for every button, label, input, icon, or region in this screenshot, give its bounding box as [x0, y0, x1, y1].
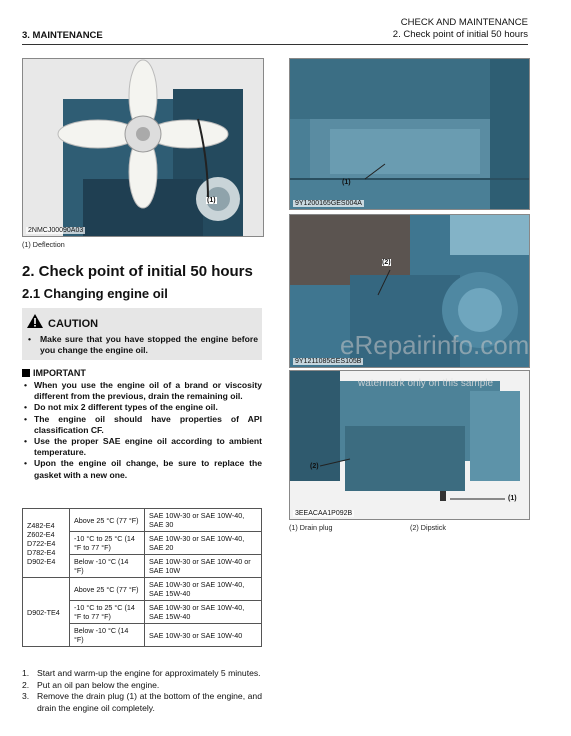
drain-plug-caption: (1) Drain plug: [289, 523, 333, 532]
step-text: Start and warm-up the engine for approximately 5 minutes.: [37, 668, 261, 678]
list-item: • Use the proper SAE engine oil according to ambient temperature.: [24, 436, 262, 458]
model-cell: Z482-E4 Z602-E4 D722-E4 D782-E4 D902-E4: [23, 509, 70, 578]
important-item-text: Do not mix 2 different types of the engine oil.: [34, 402, 218, 413]
fan-callout: (1): [207, 197, 216, 204]
temp-cell: Above 25 °C (77 °F): [70, 509, 145, 532]
fan-photo: [22, 58, 264, 237]
header-rule: [22, 44, 528, 45]
step-number: 2.: [22, 679, 30, 690]
step-text: Put an oil pan below the engine.: [37, 679, 160, 690]
page-header-right: [393, 17, 528, 41]
list-item: • Do not mix 2 different types of the engine oil.: [24, 402, 218, 413]
header-title: CHECK AND MAINTENANCE: [400, 17, 528, 28]
important-item-text: When you use the engine oil of a brand or viscosity different from the previous, drain the remaining oil.: [34, 380, 262, 402]
step-number: 3.: [22, 691, 30, 701]
temp-cell: Below -10 °C (14 °F): [70, 624, 145, 647]
table-row: [23, 509, 262, 532]
oil-viscosity-table: [22, 508, 262, 647]
important-item-text: The engine oil should have properties of API classification CF.: [34, 413, 262, 435]
header-subtitle: 2. Check point of initial 50 hours: [392, 29, 528, 40]
oil-cell: SAE 10W-30 or SAE 10W-40, SAE 15W-40: [145, 601, 262, 624]
temp-cell: -10 °C to 25 °C (14 °F to 77 °F): [70, 601, 145, 624]
engine-callout-2: (2): [310, 463, 319, 470]
important-title: IMPORTANT: [33, 368, 86, 378]
important-item-text: Upon the engine oil change, be sure to replace the gasket with a new one.: [34, 458, 262, 480]
table-row: [23, 578, 262, 601]
temp-cell: Below -10 °C (14 °F): [70, 555, 145, 578]
pan-callout: (1): [342, 179, 351, 186]
engine-photo-code: 3EEACAA1P092B: [295, 510, 353, 517]
oil-cell: SAE 10W-30 or SAE 10W-40 or SAE 10W: [145, 555, 262, 578]
list-item: • The engine oil should have properties of API classification CF.: [24, 413, 262, 435]
engine-photo: [289, 370, 530, 520]
caution-text: Make sure that you have stopped the engine before you change the engine oil.: [40, 334, 258, 355]
engine-callout-1: (1): [508, 495, 517, 502]
oil-cell: SAE 10W-30 or SAE 10W-40, SAE 20: [145, 532, 262, 555]
oil-pan-illustration: [290, 59, 529, 209]
list-item: [22, 668, 262, 680]
dipstick-photo-code: 9Y1211085GES105B: [295, 358, 362, 365]
pan-photo-code: 9Y1200165GES004A: [295, 200, 362, 207]
caution-box: [22, 308, 262, 360]
fan-photo-code: 2NMCJ00090A03: [28, 227, 84, 234]
oil-cell: SAE 10W-30 or SAE 10W-40, SAE 30: [145, 509, 262, 532]
oil-pan-photo: [289, 58, 530, 210]
step-number: 1.: [22, 668, 30, 678]
important-list: [22, 380, 262, 481]
square-icon: [22, 369, 30, 377]
procedure-steps: [22, 668, 262, 714]
fan-caption: (1) Deflection: [22, 240, 65, 249]
list-item: [22, 679, 262, 692]
engine-illustration: [290, 371, 529, 519]
oil-cell: SAE 10W-30 or SAE 10W-40: [145, 624, 262, 647]
dipstick-caption: (2) Dipstick: [410, 523, 446, 532]
temp-cell: Above 25 °C (77 °F): [70, 578, 145, 601]
list-item: • Upon the engine oil change, be sure to replace the gasket with a new one.: [24, 458, 262, 480]
caution-title: CAUTION: [48, 318, 99, 330]
important-heading: [22, 368, 86, 378]
warning-icon: [26, 313, 44, 329]
temp-cell: -10 °C to 25 °C (14 °F to 77 °F): [70, 532, 145, 555]
step-text: Remove the drain plug (1) at the bottom of the engine, and drain the engine oil completely.: [37, 691, 262, 713]
fan-illustration: [23, 59, 263, 236]
dipstick-callout: (2): [382, 259, 391, 266]
page-title: 2. Check point of initial 50 hours: [22, 263, 253, 280]
list-item: • When you use the engine oil of a brand or viscosity different from the previous, drain the remaining oil.: [24, 380, 262, 402]
list-item: [22, 691, 262, 714]
section-title: 3. MAINTENANCE: [22, 30, 103, 41]
important-item-text: Use the proper SAE engine oil according to ambient temperature.: [34, 436, 262, 458]
caution-item: • Make sure that you have stopped the engine before you change the engine oil.: [28, 334, 258, 355]
oil-cell: SAE 10W-30 or SAE 10W-40, SAE 15W-40: [145, 578, 262, 601]
model-cell: D902-TE4: [23, 578, 70, 647]
section-heading: 2.1 Changing engine oil: [22, 286, 168, 301]
watermark-sub: watermark only on this sample: [358, 378, 494, 389]
watermark: eRepairinfo.com: [340, 330, 530, 360]
